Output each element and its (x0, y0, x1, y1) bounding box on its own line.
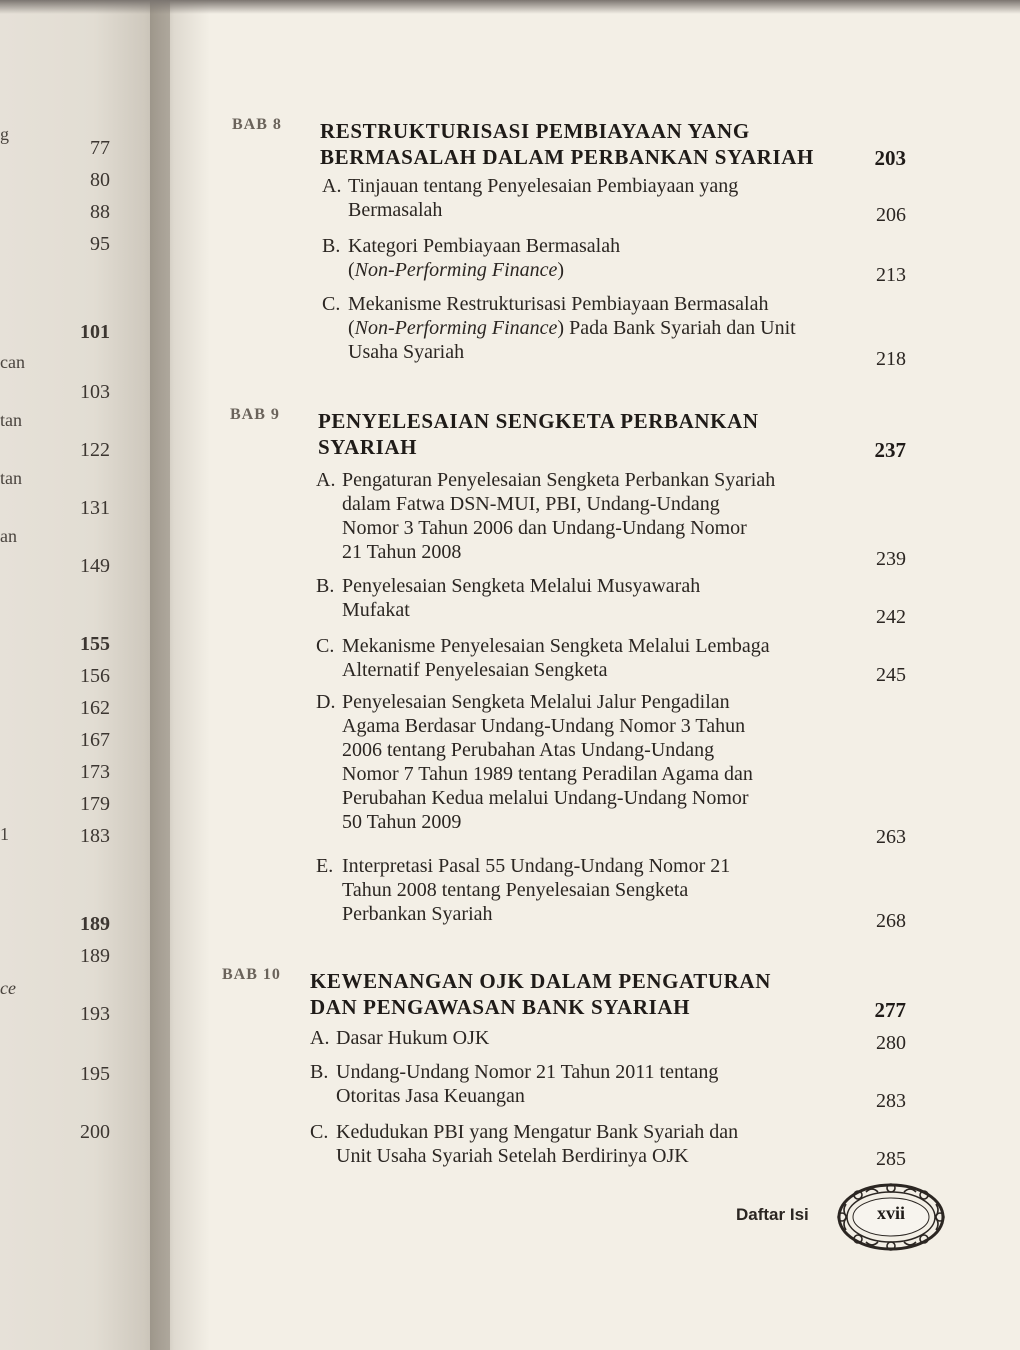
entry-page-number: 218 (876, 348, 906, 370)
toc-entry (316, 574, 700, 622)
chapter-title-line: BERMASALAH DALAM PERBANKAN SYARIAH (320, 145, 814, 169)
left-page-number: 183 (80, 825, 110, 847)
entry-letter: C. (322, 293, 341, 315)
entry-text: Mekanisme Restrukturisasi Pembiayaan Bermasalah (348, 293, 769, 315)
entry-text-line (316, 598, 700, 622)
entry-text: ( (348, 317, 355, 339)
entry-letter: B. (310, 1061, 329, 1083)
chapter-label: BAB 9 (230, 406, 280, 423)
entry-text-line (322, 198, 738, 222)
entry-text: Otoritas Jasa Keuangan (336, 1085, 525, 1107)
chapter-title-line: SYARIAH (318, 435, 418, 459)
left-page-fragment: 1 (0, 824, 9, 844)
left-page-number: 189 (80, 945, 110, 967)
entry-text: ) (557, 259, 565, 281)
chapter-title-line: RESTRUKTURISASI PEMBIAYAAN YANG (320, 119, 750, 143)
chapter-label: BAB 10 (222, 966, 281, 983)
entry-text: 50 Tahun 2009 (342, 811, 462, 833)
entry-text-line (322, 292, 796, 316)
chapter-label: BAB 8 (232, 116, 282, 133)
entry-page-number: 239 (876, 548, 906, 570)
entry-text-line (316, 540, 775, 564)
entry-text-line (316, 738, 753, 762)
entry-text: Unit Usaha Syariah Setelah Berdirinya OJK (336, 1145, 689, 1167)
left-page-fragment: g (0, 124, 9, 144)
chapter-page-number: 237 (874, 438, 906, 462)
left-page-fragment: tan (0, 468, 22, 488)
entry-text-line (322, 258, 620, 282)
left-page-number: 80 (90, 169, 110, 191)
toc-entry (316, 634, 770, 682)
entry-letter: D. (316, 691, 336, 713)
chapter-title (310, 968, 771, 1020)
left-page-number: 173 (80, 761, 110, 783)
toc-entry (322, 292, 796, 364)
entry-page-number: 263 (876, 826, 906, 848)
entry-page-number: 268 (876, 910, 906, 932)
entry-letter: C. (316, 635, 335, 657)
entry-text-line (316, 786, 753, 810)
entry-text: Kategori Pembiayaan Bermasalah (348, 235, 621, 257)
entry-letter: C. (310, 1121, 329, 1143)
left-page-number: 131 (80, 497, 110, 519)
entry-text-line (316, 574, 700, 598)
toc-entry (322, 174, 738, 222)
left-page-fragment: ce (0, 978, 16, 998)
entry-text: Usaha Syariah (348, 341, 465, 363)
entry-text: Alternatif Penyelesaian Sengketa (342, 659, 608, 681)
entry-text: Dasar Hukum OJK (336, 1027, 490, 1049)
entry-letter: B. (322, 235, 341, 257)
left-page-fragment: can (0, 352, 25, 372)
toc-entry (316, 468, 775, 564)
toc-entry (322, 234, 620, 282)
entry-text: ) Pada Bank Syariah dan Unit (557, 317, 796, 339)
entry-text: Bermasalah (348, 199, 443, 221)
entry-letter: A. (310, 1027, 330, 1049)
entry-text-line (322, 316, 796, 340)
left-page-number: 101 (80, 321, 110, 343)
left-page-fragment: an (0, 526, 17, 546)
page-number: xvii (876, 1203, 905, 1223)
entry-italic-term: Non-Performing Finance (354, 259, 558, 281)
entry-text: ( (348, 259, 355, 281)
left-page-number: 156 (80, 665, 110, 687)
entry-text: Interpretasi Pasal 55 Undang-Undang Nomor 21 (342, 855, 731, 877)
entry-text: Perubahan Kedua melalui Undang-Undang Nomor (342, 787, 749, 809)
entry-italic-term: Non-Performing Finance (354, 317, 558, 339)
entry-text-line (316, 714, 753, 738)
entry-page-number: 206 (876, 204, 906, 226)
entry-text-line (316, 810, 753, 834)
chapter-page-number: 203 (874, 146, 906, 170)
left-page-number: 149 (80, 555, 110, 577)
left-page-number: 122 (80, 439, 110, 461)
entry-text-line (310, 1084, 718, 1108)
entry-text-line (310, 1120, 738, 1144)
chapter-title (320, 118, 814, 170)
chapter-title-line: PENYELESAIAN SENGKETA PERBANKAN (318, 409, 759, 433)
entry-text: 2006 tentang Perubahan Atas Undang-Undang (342, 739, 715, 761)
entry-text: Mufakat (342, 599, 410, 621)
entry-text: Agama Berdasar Undang-Undang Nomor 3 Tahun (342, 715, 746, 737)
entry-text-line (316, 762, 753, 786)
entry-text: Nomor 3 Tahun 2006 dan Undang-Undang Nomor (342, 517, 747, 539)
left-page-number: 195 (80, 1063, 110, 1085)
entry-text-line (316, 492, 775, 516)
entry-page-number: 213 (876, 264, 906, 286)
entry-text: Penyelesaian Sengketa Melalui Jalur Pengadilan (342, 691, 730, 713)
entry-text: Penyelesaian Sengketa Melalui Musyawarah (342, 575, 701, 597)
entry-text: Undang-Undang Nomor 21 Tahun 2011 tentang (336, 1061, 719, 1083)
toc-entry (316, 690, 753, 834)
left-page-fragment: tan (0, 410, 22, 430)
entry-text: Nomor 7 Tahun 1989 tentang Peradilan Agama dan (342, 763, 753, 785)
entry-text: Pengaturan Penyelesaian Sengketa Perbankan Syariah (342, 469, 776, 491)
chapter-page-number: 277 (874, 998, 906, 1022)
left-page-number: 95 (90, 233, 110, 255)
entry-letter: A. (316, 469, 336, 491)
entry-text: Tahun 2008 tentang Penyelesaian Sengketa (342, 879, 689, 901)
entry-text: 21 Tahun 2008 (342, 541, 462, 563)
entry-text-line (316, 854, 730, 878)
entry-letter: A. (322, 175, 342, 197)
entry-text-line (316, 468, 775, 492)
entry-text-line (322, 174, 738, 198)
entry-text-line (316, 658, 770, 682)
entry-text-line (310, 1144, 738, 1168)
left-page-number: 200 (80, 1121, 110, 1143)
entry-page-number: 242 (876, 606, 906, 628)
entry-page-number: 280 (876, 1032, 906, 1054)
left-page-number: 167 (80, 729, 110, 751)
left-page-number: 103 (80, 381, 110, 403)
entry-text-line (310, 1060, 718, 1084)
entry-text: dalam Fatwa DSN-MUI, PBI, Undang-Undang (342, 493, 720, 515)
left-page-number: 77 (90, 137, 110, 159)
left-page-number: 179 (80, 793, 110, 815)
toc-entry (310, 1060, 718, 1108)
entry-page-number: 285 (876, 1148, 906, 1170)
entry-page-number: 283 (876, 1090, 906, 1112)
entry-text-line (322, 340, 796, 364)
entry-text-line (316, 516, 775, 540)
left-page-number: 189 (80, 913, 110, 935)
entry-text: Tinjauan tentang Penyelesaian Pembiayaan yang (348, 175, 739, 197)
entry-text: Kedudukan PBI yang Mengatur Bank Syariah dan (336, 1121, 739, 1143)
entry-text: Perbankan Syariah (342, 903, 493, 925)
entry-text-line (316, 878, 730, 902)
chapter-title-line: DAN PENGAWASAN BANK SYARIAH (310, 995, 691, 1019)
entry-text: Mekanisme Penyelesaian Sengketa Melalui Lembaga (342, 635, 770, 657)
footer-title: Daftar Isi (736, 1205, 809, 1224)
left-page-number: 88 (90, 201, 110, 223)
left-page-number: 162 (80, 697, 110, 719)
toc-entry (310, 1026, 489, 1050)
toc-entry (310, 1120, 738, 1168)
entry-text-line (310, 1026, 489, 1050)
entry-text-line (322, 234, 620, 258)
entry-page-number: 245 (876, 664, 906, 686)
chapter-title (318, 408, 759, 460)
left-page-number: 193 (80, 1003, 110, 1025)
entry-text-line (316, 634, 770, 658)
left-page-number: 155 (80, 633, 110, 655)
toc-entry (316, 854, 730, 926)
entry-letter: E. (316, 855, 334, 877)
chapter-title-line: KEWENANGAN OJK DALAM PENGATURAN (310, 969, 771, 993)
entry-text-line (316, 902, 730, 926)
entry-text-line (316, 690, 753, 714)
entry-letter: B. (316, 575, 335, 597)
